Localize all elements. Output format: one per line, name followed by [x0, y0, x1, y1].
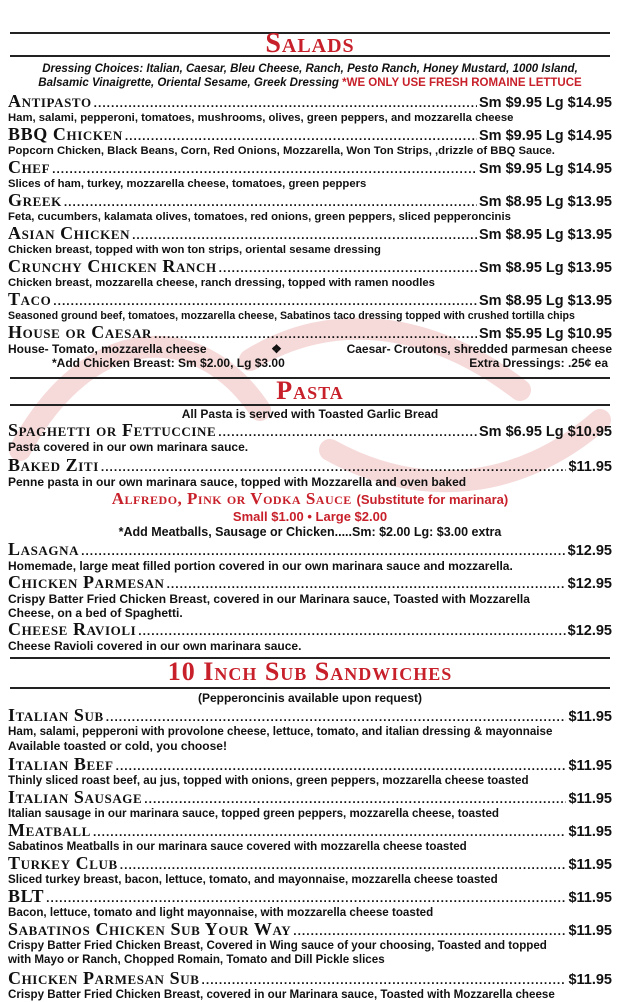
item-name: Asian Chicken	[8, 223, 131, 243]
item-name: Meatball	[8, 820, 91, 840]
add-meat-note: *Add Meatballs, Sausage or Chicken.....Sm: $2.00 Lg: $3.00 extra	[118, 525, 502, 539]
item-name: Chicken Parmesan Sub	[8, 968, 200, 988]
item-name: Sabatinos Chicken Sub Your Way	[8, 919, 292, 939]
item-price: $11.95	[568, 923, 612, 939]
menu-item-greek	[8, 191, 612, 224]
leader-dots	[94, 96, 477, 110]
leader-dots	[53, 294, 477, 308]
item-description: Chicken breast, topped with won ton strips, oriental sesame dressing	[8, 244, 381, 256]
subs-title: 10 Inch Sub Sandwiches	[167, 657, 453, 686]
item-price: Sm $5.95 Lg $10.95	[479, 326, 612, 342]
dressing-note-2	[8, 76, 612, 90]
item-price: Sm $9.95 Lg $14.95	[479, 95, 612, 111]
pasta-note: All Pasta is served with Toasted Garlic Bread	[181, 407, 439, 421]
leader-dots	[167, 577, 566, 591]
leader-dots	[120, 858, 567, 872]
item-name: Italian Sub	[8, 705, 104, 725]
leader-dots	[106, 710, 567, 724]
item-description: Sliced turkey breast, bacon, lettuce, tomato, and mayonnaise, mozzarella cheese toasted	[8, 873, 498, 886]
alfredo-subtitle: (Substitute for marinara)	[356, 492, 509, 507]
leader-dots	[293, 924, 566, 938]
item-name: BLT	[8, 886, 45, 906]
salads-heading	[8, 0, 612, 60]
dressing-note-line1: Dressing Choices: Italian, Caesar, Bleu Cheese, Ranch, Pesto Ranch, Honey Mustard, 1000 Island,	[42, 63, 578, 75]
menu-item-chicken-parmesan	[8, 573, 612, 620]
menu-item-chef	[8, 158, 612, 191]
item-description: Ham, salami, pepperoni, tomatoes, mushrooms, olives, green peppers, and mozzarella cheese	[8, 112, 514, 124]
item-name: Baked Ziti	[8, 455, 99, 475]
salad-extras	[8, 356, 612, 370]
caesar-description: Caesar- Croutons, shredded parmesan cheese	[346, 342, 612, 356]
menu-item-house-or-caesar	[8, 323, 612, 370]
item-description: Penne pasta in our own marinara sauce, topped with Mozzarella and oven baked	[8, 475, 467, 489]
menu-item-bbq-chicken	[8, 125, 612, 158]
menu-item-blt	[8, 887, 612, 920]
add-chicken-note: *Add Chicken Breast: Sm $2.00, Lg $3.00	[52, 356, 285, 370]
item-description: Pasta covered in our own marinara sauce.	[8, 440, 249, 454]
dressing-note	[8, 62, 612, 76]
item-price: $11.95	[568, 824, 612, 840]
item-description: Sabatinos Meatballs in our marinara sauce covered with mozzarella cheese toasted	[8, 840, 467, 853]
leader-dots	[219, 261, 477, 275]
salads-title: Salads	[265, 28, 355, 59]
pasta-title: Pasta	[276, 376, 344, 405]
leader-dots	[52, 162, 477, 176]
menu-item-italian-sub	[8, 706, 612, 753]
subs-heading	[8, 656, 612, 689]
item-price: Sm $9.95 Lg $14.95	[479, 161, 612, 177]
item-name: Cheese Ravioli	[8, 619, 137, 639]
menu-item-spaghetti-fettuccine	[8, 421, 612, 454]
item-price: $12.95	[567, 623, 612, 639]
item-price: $11.95	[568, 972, 612, 988]
leader-dots	[125, 129, 477, 143]
alfredo-title: Alfredo, Pink or Vodka Sauce	[111, 489, 352, 508]
menu-item-italian-beef	[8, 755, 612, 788]
item-price: $11.95	[568, 709, 612, 725]
extra-dressings-note: Extra Dressings: .25¢ ea	[469, 356, 608, 370]
item-price: $12.95	[567, 576, 612, 592]
leader-dots	[81, 544, 566, 558]
menu-item-turkey-club	[8, 854, 612, 887]
item-description: Crispy Batter Fried Chicken Breast, covered in our Marinara sauce, Toasted with Mozzarella	[8, 592, 530, 606]
leader-dots	[132, 228, 477, 242]
leader-dots	[138, 624, 565, 638]
menu-item-taco	[8, 290, 612, 323]
item-price: Sm $6.95 Lg $10.95	[479, 424, 612, 440]
item-price: $12.95	[567, 543, 612, 559]
item-price: $11.95	[568, 791, 612, 807]
item-description: Homemade, large meat filled portion covered in our own marinara sauce and mozzarella.	[8, 559, 513, 573]
menu-item-sabatinos-chicken-sub	[8, 920, 612, 967]
item-price: Sm $8.95 Lg $13.95	[479, 260, 612, 276]
dressing-note-line2: Balsamic Vinaigrette, Oriental Sesame, Greek Dressing	[38, 77, 339, 89]
leader-dots	[46, 891, 566, 905]
pasta-heading	[8, 376, 612, 406]
menu-item-antipasto	[8, 92, 612, 125]
item-price: $11.95	[568, 890, 612, 906]
menu-item-cheese-ravioli	[8, 620, 612, 653]
menu-item-baked-ziti	[8, 456, 612, 489]
item-name: Taco	[8, 289, 52, 309]
leader-dots	[64, 195, 477, 209]
item-description: Feta, cucumbers, kalamata olives, tomatoes, red onions, green peppers, sliced pepperoncinis	[8, 211, 511, 223]
item-description: Ham, salami, pepperoni with provolone cheese, lettuce, tomato, and italian dressing & mayonnaise	[8, 725, 553, 738]
item-description: Crispy Batter Fried Chicken Breast, covered in our Marinara sauce, Toasted with Mozzarella cheese	[8, 988, 555, 1001]
menu-item-meatball	[8, 821, 612, 854]
separator-icon: ❖	[271, 342, 282, 356]
subs-note: (Pepperoncinis available upon request)	[197, 691, 423, 705]
item-description-2: Cheese, on a bed of Spaghetti.	[8, 606, 183, 620]
item-name: Chicken Parmesan	[8, 572, 165, 592]
item-description: Chicken breast, mozzarella cheese, ranch dressing, topped with ramen noodles	[8, 277, 435, 289]
item-description: Popcorn Chicken, Black Beans, Corn, Red Onions, Mozzarella, Won Ton Strips, ,drizzle of BBQ Sauce.	[8, 145, 555, 157]
item-name: Spaghetti or Fettuccine	[8, 420, 217, 440]
item-price: $11.95	[568, 758, 612, 774]
item-description: Crispy Batter Fried Chicken Breast, Covered in Wing sauce of your choosing, Toasted and topped	[8, 939, 547, 952]
item-description-2: with Mayo or Ranch, Chopped Romain, Tomato and Dill Pickle slices	[8, 953, 385, 966]
romaine-note: *WE ONLY USE FRESH ROMAINE LETTUCE	[342, 77, 582, 89]
leader-dots	[202, 973, 567, 987]
item-name: Chef	[8, 157, 51, 177]
menu-item-asian-chicken	[8, 224, 612, 257]
item-name: House or Caesar	[8, 322, 152, 342]
item-description-2: Available toasted or cold, you choose!	[8, 739, 227, 753]
item-name: BBQ Chicken	[8, 124, 123, 144]
item-price: Sm $8.95 Lg $13.95	[479, 293, 612, 309]
menu-item-italian-sausage	[8, 788, 612, 821]
pasta-list	[8, 421, 612, 653]
item-name: Greek	[8, 190, 62, 210]
item-description: Slices of ham, turkey, mozzarella cheese, tomatoes, green peppers	[8, 178, 367, 190]
alfredo-sauce-option	[8, 489, 612, 509]
house-caesar-description	[8, 342, 612, 356]
menu-item-lasagna	[8, 540, 612, 573]
item-description: Cheese Ravioli covered in our own marinara sauce.	[8, 639, 302, 653]
leader-dots	[144, 792, 566, 806]
house-description: House- Tomato, mozzarella cheese	[8, 342, 207, 356]
item-description: Bacon, lettuce, tomato and light mayonnaise, with mozzarella cheese toasted	[8, 906, 434, 919]
item-price: $11.95	[568, 857, 612, 873]
salads-list	[8, 92, 612, 370]
item-name: Antipasto	[8, 91, 92, 111]
item-name: Italian Beef	[8, 754, 114, 774]
item-price: Sm $8.95 Lg $13.95	[479, 227, 612, 243]
item-name: Lasagna	[8, 539, 80, 559]
leader-dots	[93, 825, 566, 839]
leader-dots	[218, 425, 477, 439]
item-description: Italian sausage in our marinara sauce, topped green peppers, mozzarella cheese, toasted	[8, 807, 499, 820]
item-price: Sm $9.95 Lg $14.95	[479, 128, 612, 144]
menu-item-chicken-parmesan-sub	[8, 969, 612, 1002]
menu-item-crunchy-chicken-ranch	[8, 257, 612, 290]
item-description: Thinly sliced roast beef, au jus, topped with onions, green peppers, mozzarella cheese toasted	[8, 774, 529, 787]
item-description: Seasoned ground beef, tomatoes, mozzarella cheese, Sabatinos taco dressing topped with crushed tortilla chips	[8, 310, 575, 322]
leader-dots	[116, 759, 567, 773]
item-price: Sm $8.95 Lg $13.95	[479, 194, 612, 210]
alfredo-prices: Small $1.00 • Large $2.00	[232, 509, 388, 524]
subs-list	[8, 706, 612, 1002]
item-name: Italian Sausage	[8, 787, 143, 807]
item-name: Turkey Club	[8, 853, 118, 873]
item-price: $11.95	[568, 459, 612, 475]
leader-dots	[101, 460, 567, 474]
leader-dots	[154, 327, 477, 341]
item-name: Crunchy Chicken Ranch	[8, 256, 217, 276]
